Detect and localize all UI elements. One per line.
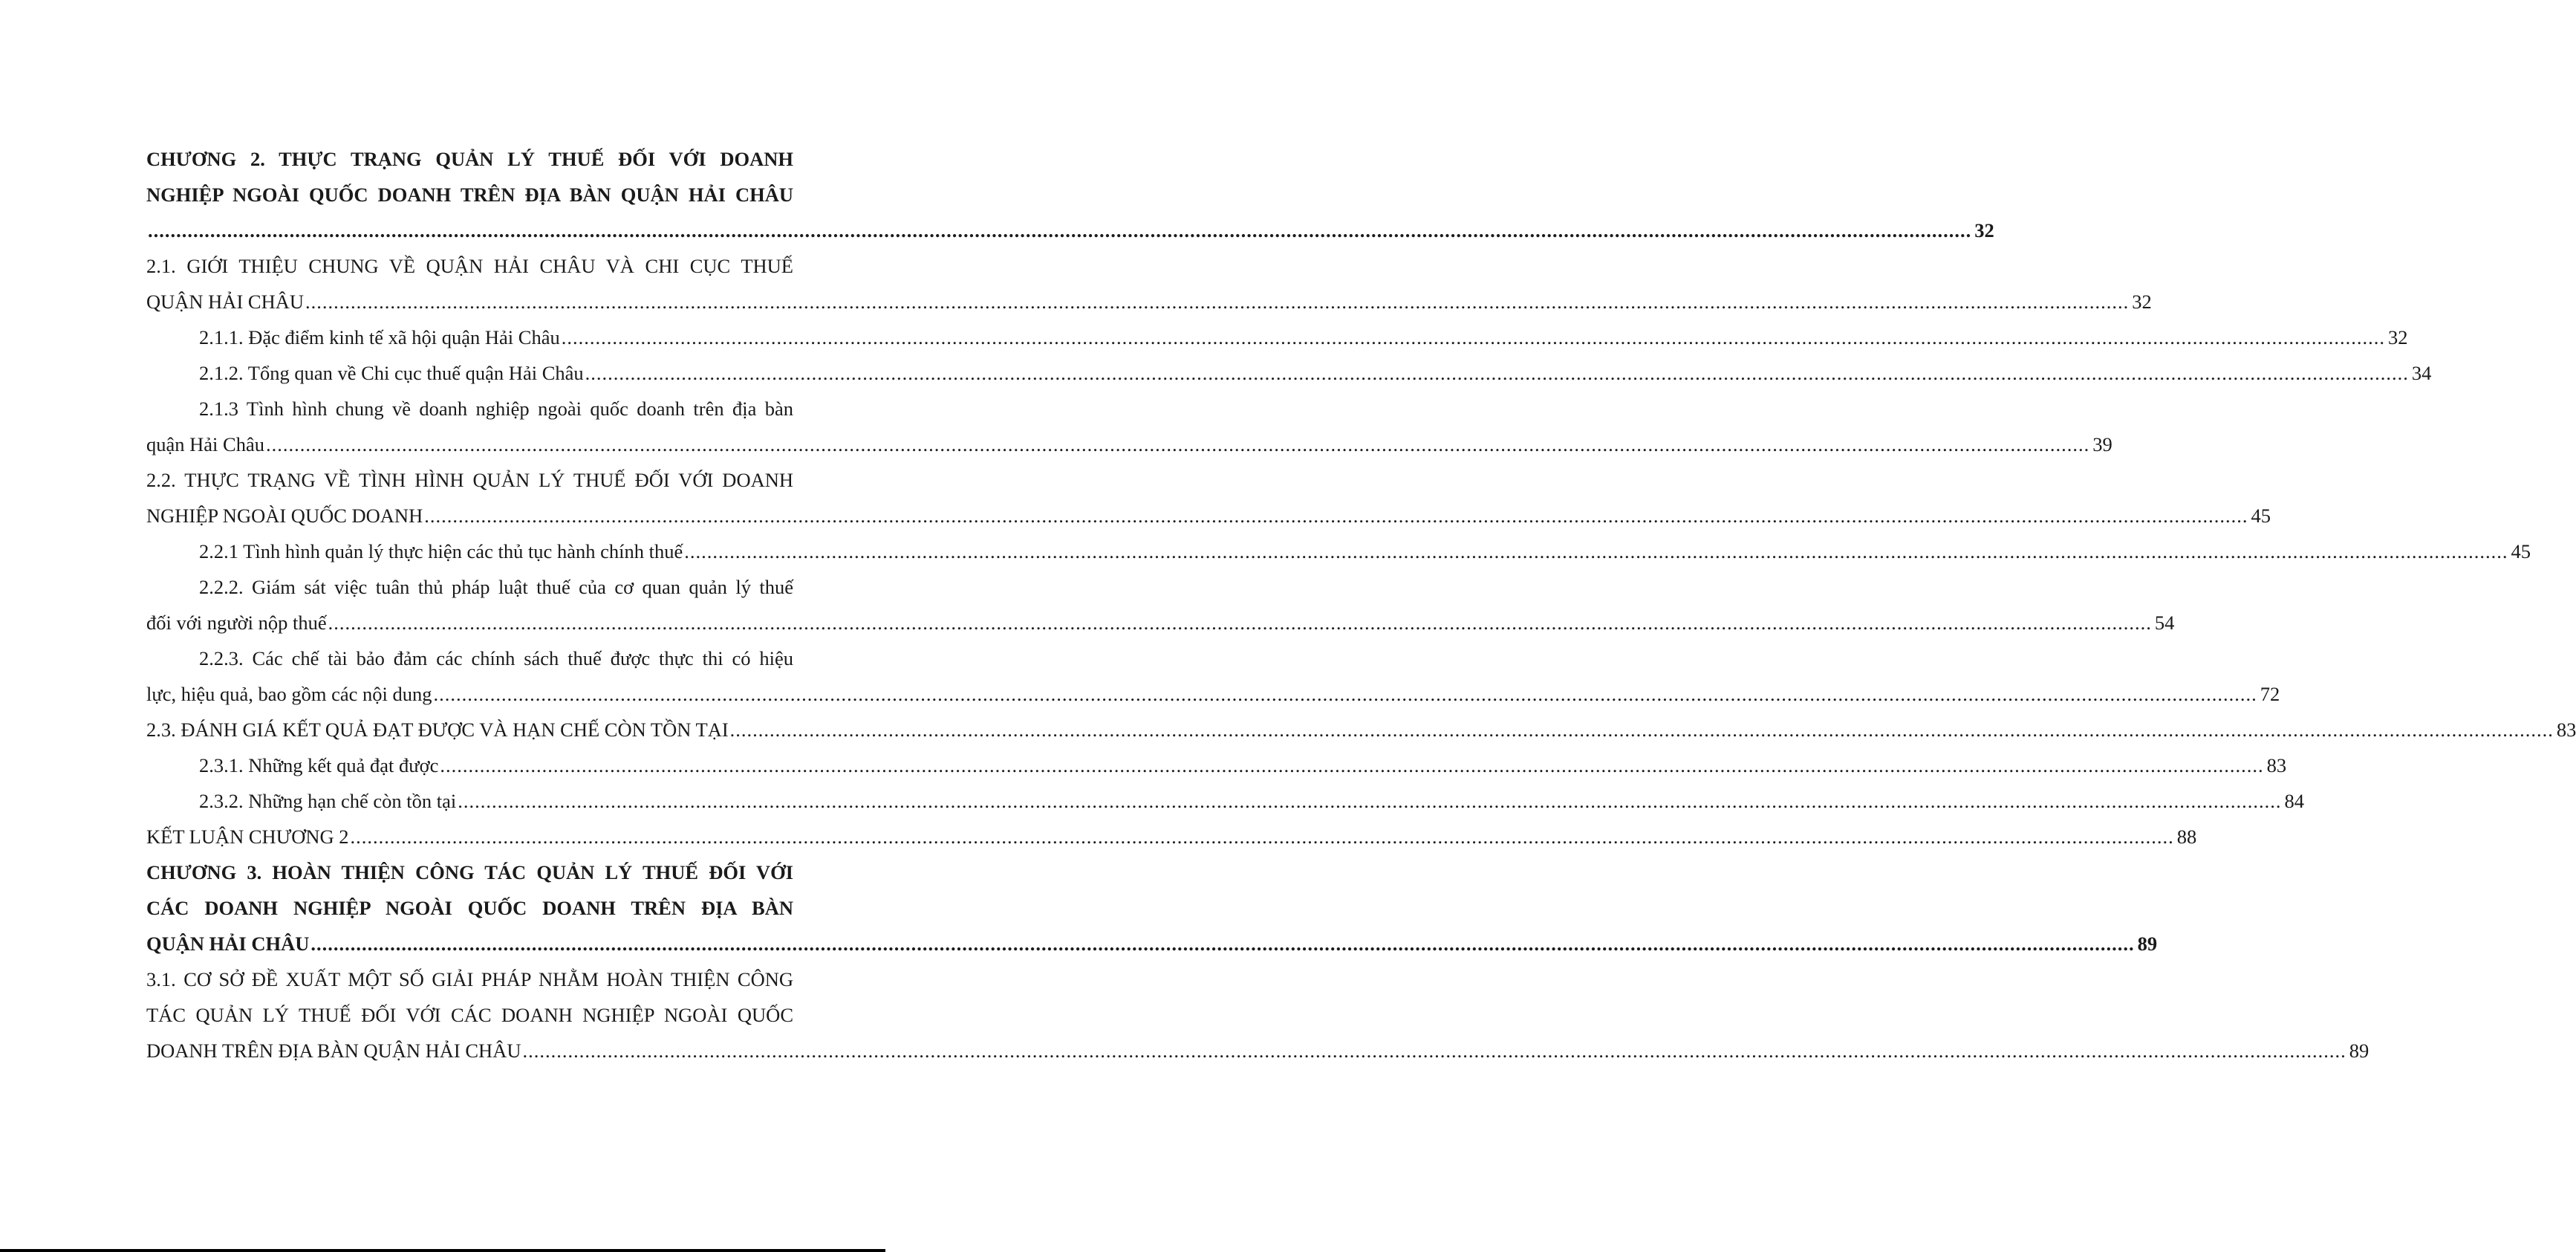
- toc-entry-2-1[interactable]: [146, 248, 2152, 320]
- toc-entry-text: 2.3. ĐÁNH GIÁ KẾT QUẢ ĐẠT ĐƯỢC VÀ HẠN CHẾ CÒN TỒN TẠI: [146, 719, 729, 741]
- page-number: 32: [1974, 219, 1994, 241]
- toc-entry-text: 2.1.3 Tình hình chung về doanh nghiệp ngoài quốc doanh trên địa bàn: [199, 398, 793, 420]
- dot-leader: [522, 1033, 2346, 1068]
- toc-entry-text: TÁC QUẢN LÝ THUẾ ĐỐI VỚI CÁC DOANH NGHIỆP NGOÀI QUỐC: [146, 1004, 793, 1026]
- page-number: 39: [2092, 433, 2112, 455]
- toc-entry-text: 2.1. GIỚI THIỆU CHUNG VỀ QUẬN HẢI CHÂU VÀ CHI CỤC THUẾ: [146, 255, 793, 277]
- page-number: 83: [2556, 719, 2576, 741]
- toc-entry-text: 2.2. THỰC TRẠNG VỀ TÌNH HÌNH QUẢN LÝ THUẾ ĐỐI VỚI DOANH: [146, 469, 793, 491]
- toc-entry-2-1-2[interactable]: [146, 355, 2432, 391]
- toc-entry-text: 2.2.1 Tình hình quản lý thực hiện các thủ tục hành chính thuế: [199, 540, 683, 562]
- page-number: 32: [2387, 326, 2408, 348]
- toc-line: [146, 569, 793, 605]
- toc-entry-conclusion-chapter-2[interactable]: [146, 819, 2197, 854]
- page-number: 72: [2260, 683, 2280, 705]
- toc-entry-2-2-3[interactable]: [146, 640, 2280, 712]
- toc-entry-text: DOANH TRÊN ĐỊA BÀN QUẬN HẢI CHÂU: [146, 1039, 521, 1062]
- page-number: 89: [2349, 1039, 2370, 1062]
- toc-line: [146, 783, 2305, 819]
- toc-line: [146, 890, 793, 926]
- toc-entry-2-2-2[interactable]: [146, 569, 2175, 640]
- dot-leader: [458, 783, 2281, 819]
- toc-entry-chapter-3[interactable]: [146, 854, 2158, 961]
- toc-entry-2-3-1[interactable]: [146, 747, 2287, 783]
- toc-line: [146, 961, 793, 997]
- dot-leader: [266, 426, 2089, 462]
- toc-entry-text: 2.1.1. Đặc điểm kinh tế xã hội quận Hải Châu: [199, 326, 560, 348]
- toc-entry-2-3[interactable]: [146, 712, 2576, 747]
- toc-line: [146, 320, 2408, 355]
- page-number: 88: [2176, 826, 2197, 848]
- toc-line: [146, 1033, 2370, 1068]
- toc-line: [146, 605, 2175, 640]
- page-number: 89: [2137, 932, 2158, 955]
- dot-leader: [351, 819, 2174, 854]
- toc-entry-text: KẾT LUẬN CHƯƠNG 2: [146, 826, 349, 848]
- toc-line: [146, 177, 793, 213]
- toc-line: [146, 498, 2271, 533]
- page-number: 32: [2132, 291, 2152, 313]
- table-of-contents: [146, 141, 2576, 1068]
- toc-entry-text: CHƯƠNG 3. HOÀN THIỆN CÔNG TÁC QUẢN LÝ THUẾ ĐỐI VỚI: [146, 861, 793, 883]
- toc-entry-2-2[interactable]: [146, 462, 2271, 533]
- dot-leader: [730, 712, 2554, 747]
- toc-entry-text: CÁC DOANH NGHIỆP NGOÀI QUỐC DOANH TRÊN ĐỊA BÀN: [146, 897, 793, 919]
- toc-entry-2-3-2[interactable]: [146, 783, 2305, 819]
- toc-entry-text: QUẬN HẢI CHÂU: [146, 291, 304, 313]
- toc-line: [146, 355, 2432, 391]
- toc-line: [146, 712, 2576, 747]
- dot-leader: [684, 533, 2508, 569]
- toc-line: [146, 997, 793, 1033]
- toc-line: [146, 426, 2112, 462]
- page-number: 45: [2251, 505, 2271, 527]
- toc-line: [146, 284, 2152, 320]
- toc-entry-text: lực, hiệu quả, bao gồm các nội dung: [146, 683, 432, 705]
- toc-line: [146, 854, 793, 890]
- toc-entry-2-1-1[interactable]: [146, 320, 2408, 355]
- toc-line: [146, 640, 793, 676]
- toc-line: [146, 533, 2531, 569]
- toc-entry-text: 2.2.3. Các chế tài bảo đảm các chính sách thuế được thực thi có hiệu: [199, 647, 793, 669]
- page-number: 45: [2511, 540, 2531, 562]
- page-number: 54: [2154, 612, 2175, 634]
- toc-entry-2-2-1[interactable]: [146, 533, 2531, 569]
- toc-entry-text: NGHIỆP NGOÀI QUỐC DOANH TRÊN ĐỊA BÀN QUẬN HẢI CHÂU: [146, 184, 793, 206]
- dot-leader: [562, 320, 2385, 355]
- toc-entry-text: NGHIỆP NGOÀI QUỐC DOANH: [146, 505, 423, 527]
- toc-entry-text: 3.1. CƠ SỞ ĐỀ XUẤT MỘT SỐ GIẢI PHÁP NHẰM HOÀN THIỆN CÔNG: [146, 968, 793, 990]
- toc-entry-text: 2.1.2. Tổng quan về Chi cục thuế quận Hải Châu: [199, 362, 584, 384]
- dot-leader: [440, 747, 2263, 783]
- toc-line: [146, 676, 2280, 712]
- toc-entry-text: CHƯƠNG 2. THỰC TRẠNG QUẢN LÝ THUẾ ĐỐI VỚI DOANH: [146, 148, 793, 170]
- dot-leader: [328, 605, 2152, 640]
- dot-leader: [310, 926, 2134, 961]
- toc-entry-text: đối với người nộp thuế: [146, 612, 327, 634]
- toc-entry-2-1-3[interactable]: [146, 391, 2112, 462]
- toc-entry-chapter-2[interactable]: [146, 141, 1994, 248]
- dot-leader: [148, 213, 1971, 248]
- page-number: 34: [2411, 362, 2432, 384]
- toc-entry-text: QUẬN HẢI CHÂU: [146, 932, 310, 955]
- toc-entry-text: 2.2.2. Giám sát việc tuân thủ pháp luật thuế của cơ quan quản lý thuế: [199, 576, 793, 598]
- toc-entry-text: 2.3.2. Những hạn chế còn tồn tại: [199, 790, 457, 812]
- dot-leader: [434, 676, 2257, 712]
- toc-entry-text: quận Hải Châu: [146, 433, 264, 455]
- toc-line: [146, 462, 793, 498]
- toc-line: [146, 747, 2287, 783]
- toc-line: [146, 213, 1994, 248]
- toc-entry-text: 2.3.1. Những kết quả đạt được: [199, 754, 439, 776]
- toc-entry-3-1[interactable]: [146, 961, 2370, 1068]
- toc-line: [146, 248, 793, 284]
- toc-line: [146, 926, 2158, 961]
- dot-leader: [305, 284, 2129, 320]
- page-number: 84: [2284, 790, 2305, 812]
- page-number: 83: [2266, 754, 2287, 776]
- page-bottom-edge: [0, 1249, 885, 1252]
- dot-leader: [585, 355, 2409, 391]
- toc-line: [146, 391, 793, 426]
- toc-line: [146, 141, 793, 177]
- toc-line: [146, 819, 2197, 854]
- dot-leader: [424, 498, 2248, 533]
